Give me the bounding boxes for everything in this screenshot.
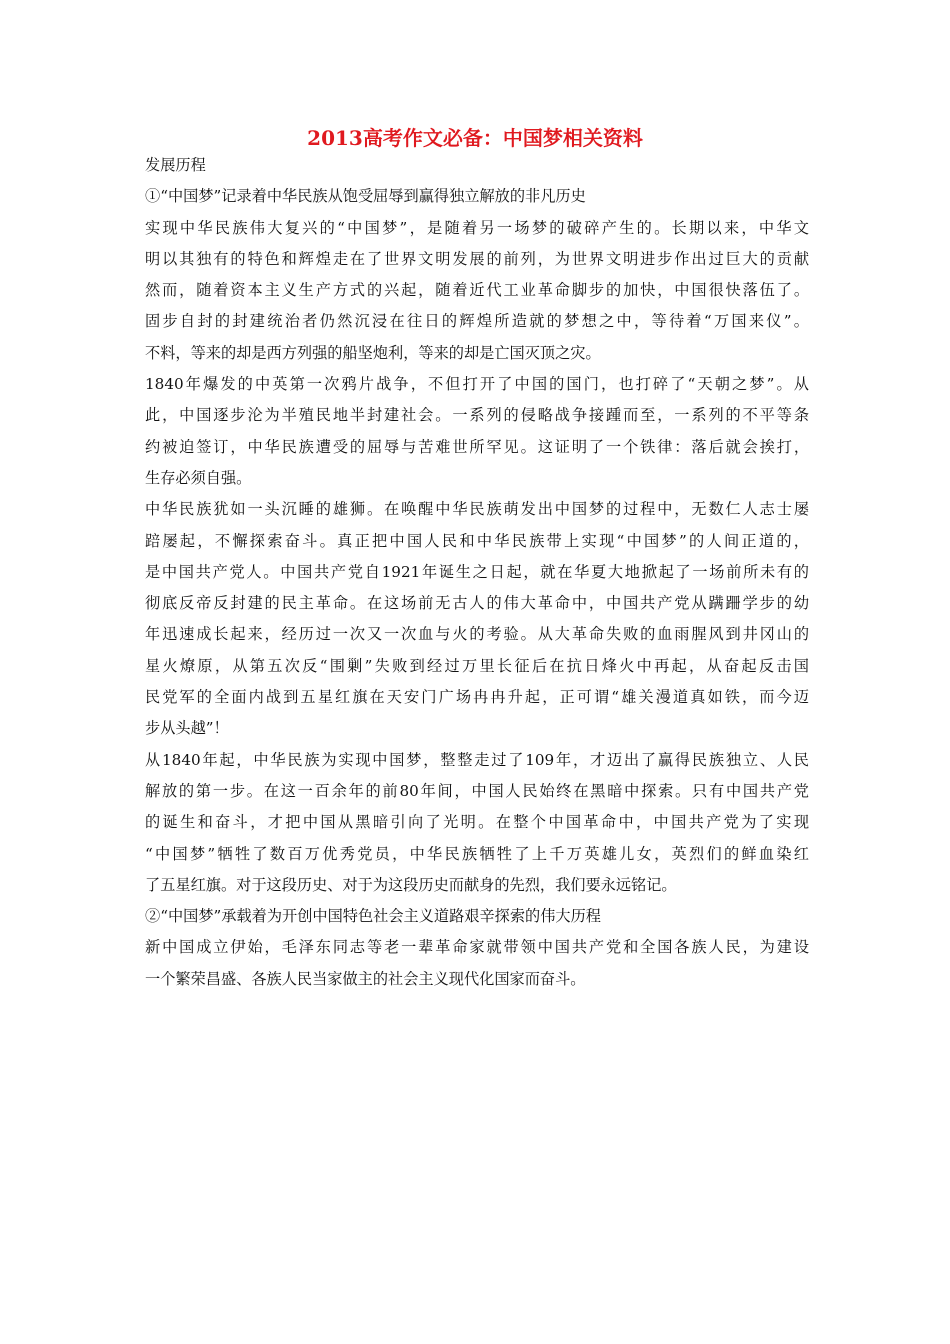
text-line: 明以其独有的特色和辉煌走在了世界文明发展的前列，为世界文明进步作出过巨大的贡献	[145, 249, 809, 268]
text-line: “中国梦”牺牲了数百万优秀党员，中华民族牺牲了上千万英雄儿女，英烈们的鲜血染红	[145, 844, 809, 863]
text-line: 生存必须自强。	[145, 468, 252, 487]
document-title: 2013高考作文必备：中国梦相关资料	[307, 126, 643, 150]
text-line: 解放的第一步。在这一百余年的前80年间，中国人民始终在黑暗中探索。只有中国共产党	[145, 781, 809, 800]
text-line: 不料，等来的却是西方列强的船坚炮利，等来的却是亡国灭顶之灾。	[145, 343, 601, 362]
text-line: 然而，随着资本主义生产方式的兴起，随着近代工业革命脚步的加快，中国很快落伍了。	[145, 281, 809, 300]
text-line: 从1840年起，中华民族为实现中国梦，整整走过了109年，才迈出了赢得民族独立、人民	[145, 750, 809, 769]
text-line: 年迅速成长起来，经历过一次又一次血与火的考验。从大革命失败的血雨腥风到井冈山的	[145, 625, 809, 644]
text-line: 彻底反帝反封建的民主革命。在这场前无古人的伟大革命中，中国共产党从蹒跚学步的幼	[145, 594, 809, 613]
text-line: 踣屡起，不懈探索奋斗。真正把中国人民和中华民族带上实现“中国梦”的人间正道的，	[145, 531, 809, 550]
text-line: 中华民族犹如一头沉睡的雄狮。在唤醒中华民族萌发出中国梦的过程中，无数仁人志士屡	[145, 500, 809, 519]
text-line: 约被迫签订，中华民族遭受的屈辱与苦难世所罕见。这证明了一个铁律：落后就会挨打，	[145, 437, 809, 456]
text-line: 新中国成立伊始，毛泽东同志等老一辈革命家就带领中国共产党和全国各族人民，为建设	[145, 938, 809, 957]
text-line: 步从头越”！	[145, 719, 229, 738]
text-line: 一个繁荣昌盛、各族人民当家做主的社会主义现代化国家而奋斗。	[145, 969, 586, 988]
document-body	[145, 150, 809, 995]
text-line: 固步自封的封建统治者仍然沉浸在往日的辉煌所造就的梦想之中，等待着“万国来仪”。	[145, 312, 809, 331]
text-line: 了五星红旗。对于这段历史、对于为这段历史而献身的先烈，我们要永远铭记。	[145, 875, 677, 894]
text-line: 是中国共产党人。中国共产党自1921年诞生之日起，就在华夏大地掀起了一场前所未有的	[145, 562, 809, 581]
text-line: 1840年爆发的中英第一次鸦片战争，不但打开了中国的国门，也打碎了“天朝之梦”。从	[145, 375, 809, 394]
text-line: ①“中国梦”记录着中华民族从饱受屈辱到赢得独立解放的非凡历史	[145, 187, 586, 206]
section-heading: 发展历程	[145, 156, 206, 174]
text-line: 的诞生和奋斗，才把中国从黑暗引向了光明。在整个中国革命中，中国共产党为了实现	[145, 813, 809, 832]
text-line: 实现中华民族伟大复兴的“中国梦”，是随着另一场梦的破碎产生的。长期以来，中华文	[145, 218, 809, 237]
text-line: 此，中国逐步沦为半殖民地半封建社会。一系列的侵略战争接踵而至，一系列的不平等条	[145, 406, 809, 425]
text-line: ②“中国梦”承载着为开创中国特色社会主义道路艰辛探索的伟大历程	[145, 907, 601, 926]
text-line: 民党军的全面内战到五星红旗在天安门广场冉冉升起，正可谓“雄关漫道真如铁，而今迈	[145, 688, 809, 707]
text-line: 星火燎原，从第五次反“围剿”失败到经过万里长征后在抗日烽火中再起，从奋起反击国	[145, 656, 809, 675]
